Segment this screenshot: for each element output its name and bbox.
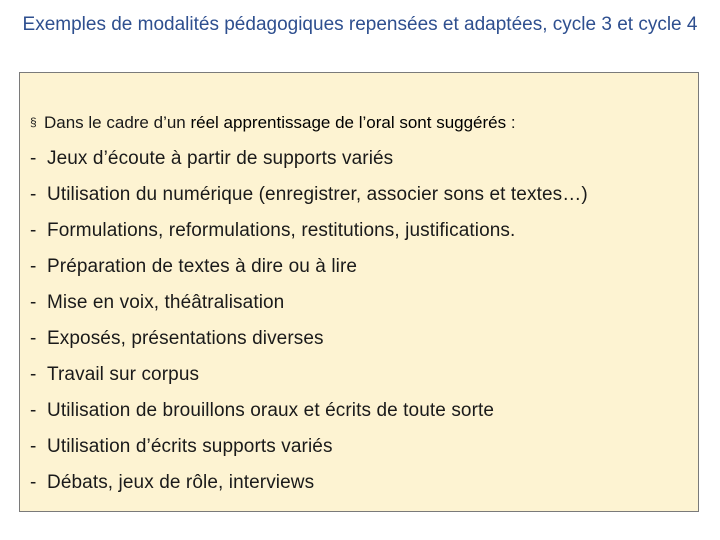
list-item-text: Débats, jeux de rôle, interviews	[47, 472, 315, 493]
list-item-text: Utilisation de brouillons oraux et écrits de toute sorte	[47, 400, 495, 421]
list-dash: -	[30, 220, 37, 241]
list-item-text: Préparation de textes à dire ou à lire	[47, 256, 358, 277]
list-item	[30, 434, 588, 470]
list-item-text: Mise en voix, théâtralisation	[47, 292, 285, 313]
list-item	[30, 290, 588, 326]
list-item-text: Formulations, reformulations, restitutions, justifications.	[47, 220, 516, 241]
list-dash: -	[30, 256, 37, 277]
list-dash: -	[30, 436, 37, 457]
intro-suffix: :	[506, 113, 516, 132]
list-item	[30, 470, 588, 506]
list-item-text: Exposés, présentations diverses	[47, 328, 324, 349]
list-item-text: Utilisation d’écrits supports variés	[47, 436, 333, 457]
list-item	[30, 254, 588, 290]
list-item	[30, 398, 588, 434]
intro-line	[30, 113, 516, 133]
intro-text: Dans le cadre d’un	[44, 113, 191, 132]
slide-title: Exemples de modalités pédagogiques repensées et adaptées, cycle 3 et cycle 4	[22, 14, 698, 35]
list-item-text: Travail sur corpus	[47, 364, 200, 385]
list-item	[30, 326, 588, 362]
list-item-text: Jeux d’écoute à partir de supports variés	[47, 148, 394, 169]
list-dash: -	[30, 148, 37, 169]
list-item	[30, 362, 588, 398]
list-dash: -	[30, 400, 37, 421]
list-item	[30, 218, 588, 254]
suggestion-list	[30, 146, 588, 506]
section-marker: §	[30, 115, 37, 129]
list-item	[30, 146, 588, 182]
intro-emphasis: réel apprentissage de l’oral sont suggérés	[190, 113, 507, 132]
list-dash: -	[30, 328, 37, 349]
list-item-text: Utilisation du numérique (enregistrer, associer sons et textes…)	[47, 184, 588, 205]
list-item	[30, 182, 588, 218]
list-dash: -	[30, 364, 37, 385]
list-dash: -	[30, 472, 37, 493]
content-box	[19, 72, 699, 512]
list-dash: -	[30, 184, 37, 205]
list-dash: -	[30, 292, 37, 313]
